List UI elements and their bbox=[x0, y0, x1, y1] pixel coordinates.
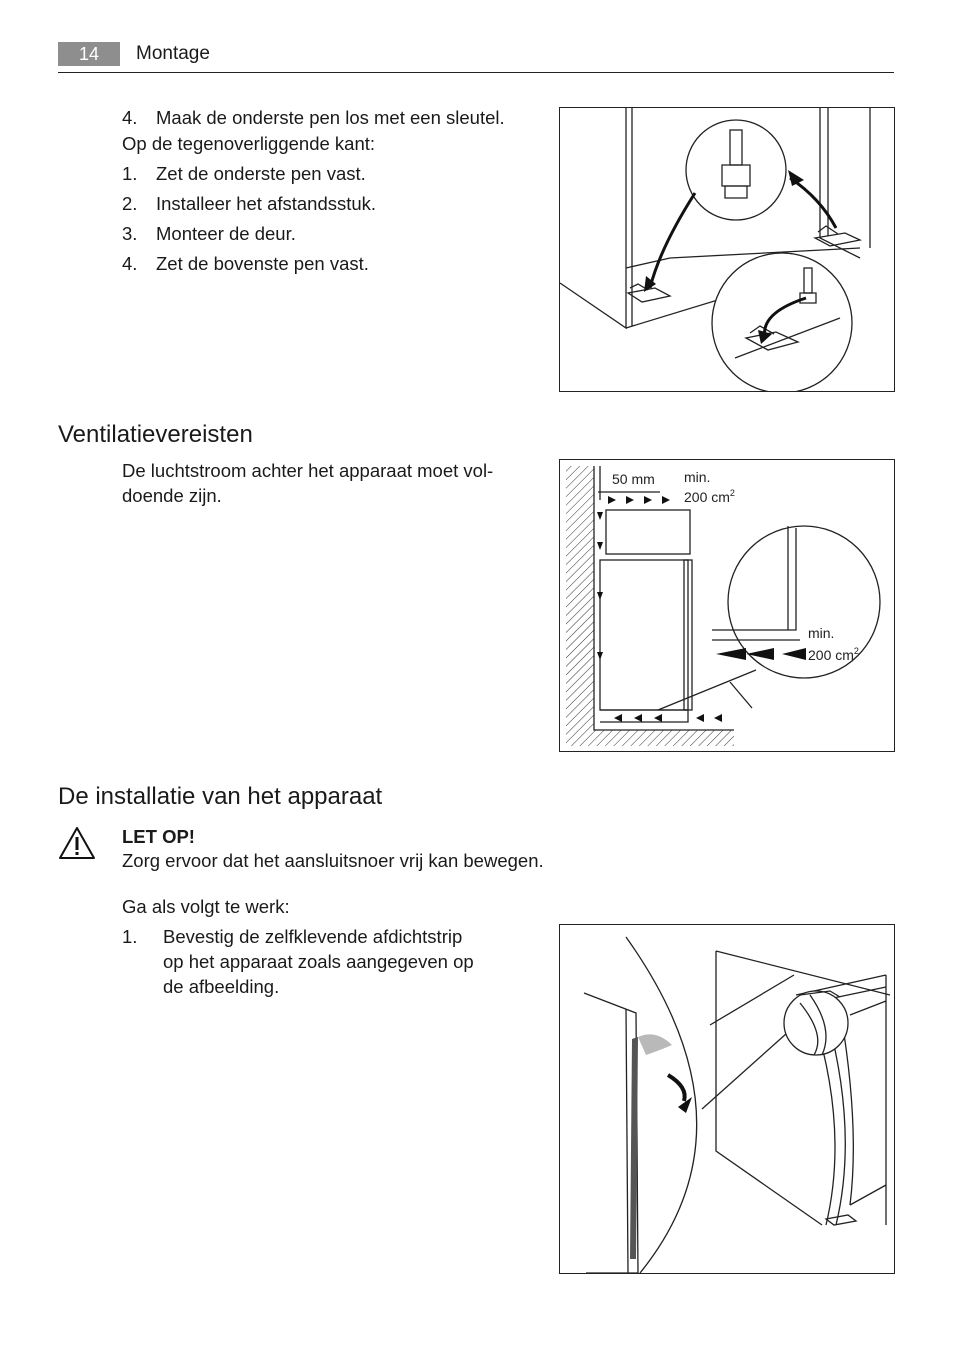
page-header bbox=[58, 40, 894, 73]
warning-triangle-icon bbox=[58, 826, 96, 860]
gap-label: 50 mm bbox=[612, 471, 655, 487]
door-steps bbox=[122, 103, 505, 279]
page-number: 14 bbox=[58, 42, 120, 66]
step-item: 1. Zet de onderste pen vast. bbox=[122, 163, 366, 184]
ventilation-illustration bbox=[560, 460, 894, 751]
bottom-area-label: 200 $cm^2$ bbox=[808, 646, 859, 663]
hinge-pin-figure bbox=[559, 107, 895, 392]
section-title: Montage bbox=[136, 43, 210, 64]
ventilation-text: De luchtstroom achter het apparaat moet vol- doende zijn. bbox=[122, 460, 494, 506]
installation-step-1: 1. Bevestig de zelfklevende afdichtstrip op het apparaat zoals aangegeven op de afbeelding. bbox=[122, 926, 474, 997]
warning-title: LET OP! bbox=[122, 826, 195, 847]
installation-intro: Ga als volgt te werk: bbox=[122, 896, 290, 917]
top-min-label: min. bbox=[684, 469, 711, 485]
top-area-label: 200 $cm^2$ bbox=[684, 488, 735, 505]
ventilation-heading: Ventilatievereisten bbox=[58, 421, 253, 448]
opposite-side-label: Op de tegenoverliggende kant: bbox=[122, 133, 376, 154]
hinge-illustration bbox=[560, 108, 894, 391]
step-release-pin: 4. Maak de onderste pen los met een sleutel. bbox=[122, 107, 505, 128]
warning-text: Zorg ervoor dat het aansluitsnoer vrij kan bewegen. bbox=[122, 850, 544, 871]
step-item: 2. Installeer het afstandsstuk. bbox=[122, 193, 377, 214]
installation-heading: De installatie van het apparaat bbox=[58, 783, 383, 810]
step-item: 4. Zet de bovenste pen vast. bbox=[122, 253, 369, 274]
bottom-min-label: min. bbox=[808, 625, 835, 641]
step-item: 3. Monteer de deur. bbox=[122, 223, 296, 244]
seal-strip-figure bbox=[559, 924, 895, 1274]
ventilation-figure bbox=[559, 459, 895, 752]
seal-strip-illustration bbox=[560, 925, 894, 1273]
